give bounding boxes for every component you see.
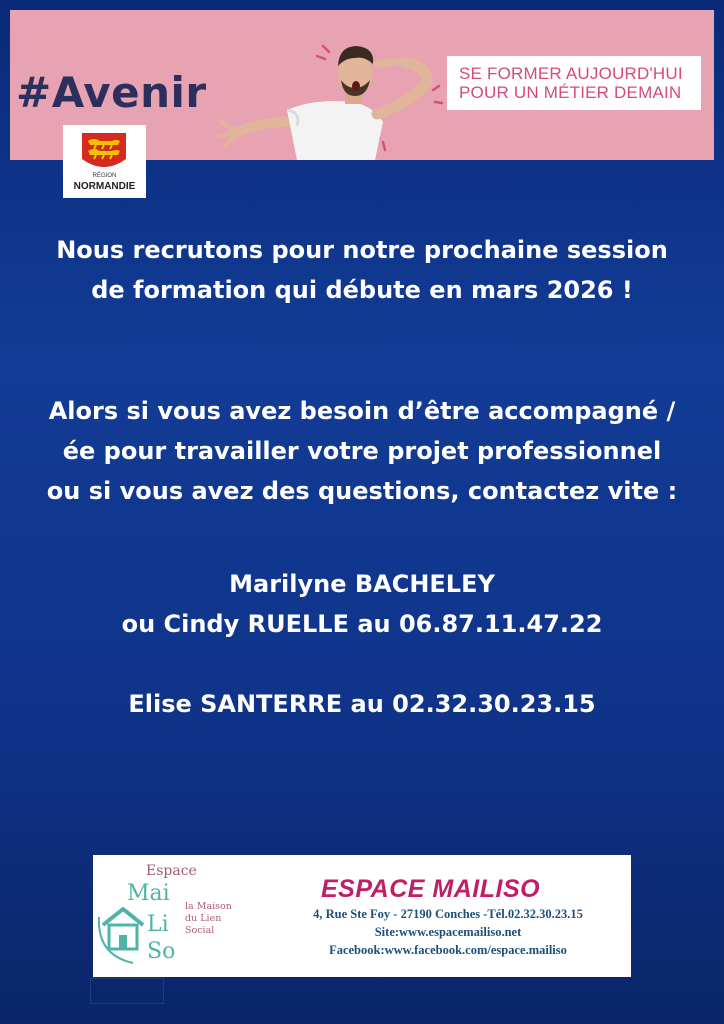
logo-li-text: Li (147, 912, 169, 937)
normandie-shield-icon (80, 131, 128, 171)
logo-subtitle (185, 901, 245, 937)
logo-so-text: So (147, 939, 176, 964)
logo-espace-text: Espace (146, 863, 197, 879)
logo-subtitle-line-3: Social (185, 925, 215, 936)
contact-line-2: ou Cindy RUELLE au 06.87.11.47.22 (121, 610, 603, 638)
contacts-block (0, 564, 724, 644)
hashtag-title: #Avenir (16, 68, 207, 117)
contact-line-3: Elise SANTERRE au 02.32.30.23.15 (128, 690, 596, 718)
region-normandie-logo (63, 125, 146, 198)
announcement-line-1: Nous recrutons pour notre prochaine session (56, 236, 668, 264)
decorative-frame (90, 978, 164, 1004)
contact-santerre (0, 684, 724, 724)
footer-facebook-link[interactable]: Facebook:www.facebook.com/espace.mailiso (329, 943, 567, 957)
region-name: NORMANDIE (73, 181, 136, 192)
contact-line-1: Marilyne BACHELEY (229, 570, 495, 598)
announcement-line-2: de formation qui débute en mars 2026 ! (91, 276, 633, 304)
logo-subtitle-line-2: du Lien (185, 913, 222, 924)
tagline-box (447, 56, 701, 110)
logo-mai-text: Mai (127, 881, 170, 906)
tagline-line-2: POUR UN MÉTIER DEMAIN (459, 83, 682, 102)
footer-card (93, 855, 631, 977)
invitation-line-2: ée pour travailler votre projet professionnel (62, 437, 662, 465)
invitation-text (0, 391, 724, 511)
footer-title: ESPACE MAILISO (321, 875, 541, 903)
footer-site-link[interactable]: Site:www.espacemailiso.net (374, 925, 522, 939)
invitation-line-1: Alors si vous avez besoin d’être accompagné / (48, 397, 676, 425)
invitation-line-3: ou si vous avez des questions, contactez vite : (46, 477, 678, 505)
announcement-text (0, 230, 724, 310)
logo-subtitle-line-1: la Maison (185, 901, 232, 912)
footer-address: 4, Rue Ste Foy - 27190 Conches -Tél.02.32.30.23.15 (313, 907, 583, 921)
region-label: RÉGION (92, 173, 117, 179)
tagline-line-1: SE FORMER AUJOURD'HUI (459, 64, 683, 83)
person-illustration (205, 32, 455, 160)
